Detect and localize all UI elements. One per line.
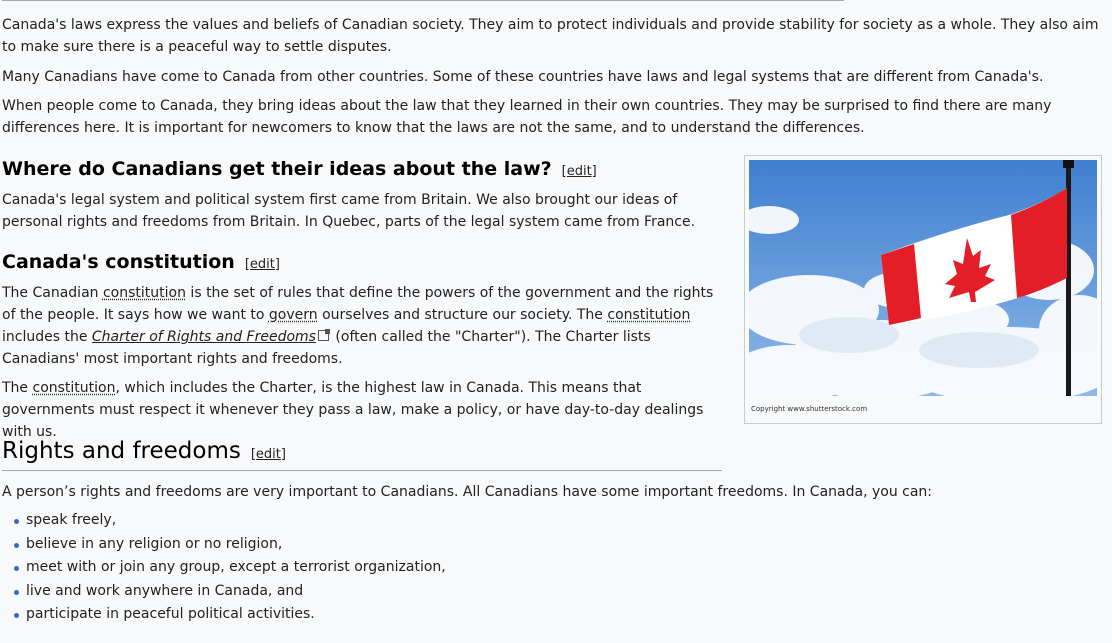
heading-where-ideas-text: Where do Canadians get their ideas about the law? — [2, 158, 552, 180]
freedoms-list — [2, 509, 446, 627]
charter-of-rights-link[interactable]: Charter of Rights and Freedoms — [91, 329, 316, 345]
text-segment: includes the — [2, 329, 92, 345]
glossary-term-constitution[interactable]: constitution — [102, 285, 186, 301]
list-item: meet with or join any group, except a terrorist organization, — [26, 556, 446, 580]
glossary-term-govern[interactable]: govern — [268, 307, 318, 323]
heading-rights-freedoms — [2, 437, 722, 471]
edit-link-rights[interactable]: [edit] — [250, 447, 286, 462]
top-divider — [2, 0, 844, 1]
edit-link-constitution[interactable]: [edit] — [244, 257, 280, 272]
where-paragraph: Canada's legal system and political system first came from Britain. We also brought our ideas of personal rights and freedoms from Britain. In Quebec, parts of the legal system came from France. — [2, 192, 696, 230]
heading-where-ideas — [2, 156, 597, 185]
list-item: participate in peaceful political activities. — [26, 603, 446, 627]
canada-flag-figure — [744, 155, 1102, 424]
canada-flag-image[interactable] — [749, 160, 1097, 396]
external-link-icon — [318, 330, 329, 341]
text-segment: is the set of rules that define the powers of the government and the rights of the people. It says how we want to — [2, 285, 714, 323]
intro-paragraph-2: Many Canadians have come to Canada from other countries. Some of these countries have laws and legal systems that are different from Canada's. — [2, 69, 1044, 85]
constitution-paragraph-2 — [2, 377, 722, 443]
text-segment: The Canadian — [2, 285, 103, 301]
text-segment: ourselves and structure our society. The — [317, 307, 608, 323]
glossary-term-constitution-3[interactable]: constitution — [32, 380, 116, 396]
rights-paragraph: A person’s rights and freedoms are very important to Canadians. All Canadians have some important freedoms. In Canada, you can: — [2, 484, 933, 500]
text-segment: (often called the "Charter"). The Charter lists Canadians' most important rights and freedoms. — [2, 329, 651, 367]
heading-constitution — [2, 249, 280, 278]
text-segment: , which includes the Charter, is the highest law in Canada. This means that governments must respect it whenever they pass a law, make a policy, or have day-to-day dealings with us. — [2, 380, 704, 440]
image-caption: Copyright www.shutterstock.com — [751, 405, 868, 413]
heading-rights-freedoms-text: Rights and freedoms — [2, 438, 241, 464]
glossary-term-constitution-2[interactable]: constitution — [607, 307, 691, 323]
constitution-paragraph-1 — [2, 282, 722, 370]
edit-link-where[interactable]: [edit] — [561, 164, 597, 179]
list-item: speak freely, — [26, 509, 446, 533]
heading-constitution-text: Canada's constitution — [2, 251, 235, 273]
intro-paragraph-3: When people come to Canada, they bring ideas about the law that they learned in their own countries. They may be surprised to find there are many differences here. It is important for newcomers to know that the laws are not the same, and to understand the differences. — [2, 98, 1052, 136]
text-segment: The — [2, 380, 33, 396]
list-item: believe in any religion or no religion, — [26, 533, 446, 557]
list-item: live and work anywhere in Canada, and — [26, 580, 446, 604]
intro-paragraph-1: Canada's laws express the values and beliefs of Canadian society. They aim to protect individuals and provide stability for society as a whole. They also aim to make sure there is a peaceful way to settle disputes. — [2, 17, 1099, 55]
